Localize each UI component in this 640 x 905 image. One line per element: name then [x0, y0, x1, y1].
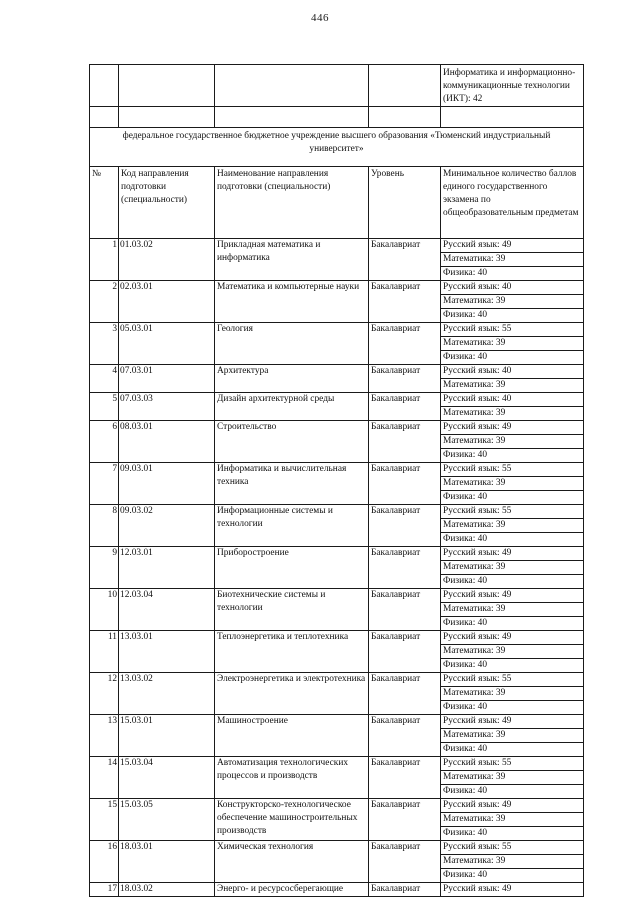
- row-name: Энерго- и ресурсосберегающие: [215, 883, 369, 897]
- row-number: 5: [90, 393, 119, 421]
- row-subject-score: Русский язык: 49: [441, 239, 584, 253]
- gap-row: [90, 107, 584, 128]
- empty-cell: [90, 107, 119, 128]
- row-subject-score: Русский язык: 49: [441, 547, 584, 561]
- row-subject-score: Физика: 40: [441, 869, 584, 883]
- row-level: Бакалавриат: [369, 323, 441, 365]
- row-code: 08.03.01: [119, 421, 215, 463]
- row-subject-score: Физика: 40: [441, 449, 584, 463]
- row-subject-score: Физика: 40: [441, 267, 584, 281]
- table-row: [90, 393, 584, 407]
- row-number: 9: [90, 547, 119, 589]
- table-row: [90, 799, 584, 813]
- row-subject-score: Русский язык: 40: [441, 365, 584, 379]
- table-row: [90, 365, 584, 379]
- row-subject-score: Математика: 39: [441, 407, 584, 421]
- empty-cell: [369, 107, 441, 128]
- table-row: [90, 281, 584, 295]
- continuation-row: [90, 65, 584, 107]
- row-level: Бакалавриат: [369, 393, 441, 421]
- row-number: 7: [90, 463, 119, 505]
- row-subject-score: Физика: 40: [441, 701, 584, 715]
- row-name: Прикладная математика и информатика: [215, 239, 369, 281]
- row-number: 8: [90, 505, 119, 547]
- row-subject-score: Русский язык: 55: [441, 841, 584, 855]
- row-name: Строительство: [215, 421, 369, 463]
- row-subject-score: Математика: 39: [441, 337, 584, 351]
- table-row: [90, 715, 584, 729]
- row-code: 15.03.04: [119, 757, 215, 799]
- row-level: Бакалавриат: [369, 841, 441, 883]
- row-subject-score: Русский язык: 55: [441, 505, 584, 519]
- row-code: 15.03.05: [119, 799, 215, 841]
- row-subject-score: Русский язык: 49: [441, 883, 584, 897]
- row-name: Конструкторско-технологическое обеспечение машиностроительных производств: [215, 799, 369, 841]
- empty-cell: [90, 65, 119, 107]
- empty-cell: [119, 107, 215, 128]
- row-name: Информационные системы и технологии: [215, 505, 369, 547]
- row-subject-score: Математика: 39: [441, 477, 584, 491]
- row-subject-score: Математика: 39: [441, 561, 584, 575]
- row-name: Дизайн архитектурной среды: [215, 393, 369, 421]
- row-level: Бакалавриат: [369, 365, 441, 393]
- table-row: [90, 323, 584, 337]
- row-number: 11: [90, 631, 119, 673]
- row-level: Бакалавриат: [369, 463, 441, 505]
- row-subject-score: Математика: 39: [441, 519, 584, 533]
- row-code: 07.03.03: [119, 393, 215, 421]
- row-code: 01.03.02: [119, 239, 215, 281]
- row-level: Бакалавриат: [369, 547, 441, 589]
- row-subject-score: Русский язык: 49: [441, 631, 584, 645]
- row-subject-score: Математика: 39: [441, 771, 584, 785]
- row-subject-score: Русский язык: 55: [441, 673, 584, 687]
- row-subject-score: Физика: 40: [441, 827, 584, 841]
- row-subject-score: Русский язык: 49: [441, 799, 584, 813]
- row-subject-score: Математика: 39: [441, 687, 584, 701]
- table-row: [90, 589, 584, 603]
- table-row: [90, 463, 584, 477]
- table-row: [90, 673, 584, 687]
- row-subject-score: Физика: 40: [441, 491, 584, 505]
- row-subject-score: Русский язык: 49: [441, 715, 584, 729]
- row-level: Бакалавриат: [369, 799, 441, 841]
- row-subject-score: Русский язык: 55: [441, 323, 584, 337]
- row-level: Бакалавриат: [369, 281, 441, 323]
- organization-row: [90, 128, 584, 167]
- row-subject-score: Русский язык: 55: [441, 463, 584, 477]
- table-row: [90, 239, 584, 253]
- row-subject-score: Физика: 40: [441, 785, 584, 799]
- row-subject-score: Русский язык: 40: [441, 281, 584, 295]
- row-code: 05.03.01: [119, 323, 215, 365]
- row-number: 4: [90, 365, 119, 393]
- row-code: 12.03.01: [119, 547, 215, 589]
- row-level: Бакалавриат: [369, 589, 441, 631]
- row-number: 15: [90, 799, 119, 841]
- row-subject-score: Русский язык: 49: [441, 421, 584, 435]
- row-name: Автоматизация технологических процессов и производств: [215, 757, 369, 799]
- subject-cell: Информатика и информационно-коммуникационные технологии (ИКТ): 42: [441, 65, 584, 107]
- row-name: Биотехнические системы и технологии: [215, 589, 369, 631]
- row-number: 12: [90, 673, 119, 715]
- header-level: Уровень: [369, 167, 441, 239]
- table-row: [90, 883, 584, 897]
- row-name: Геология: [215, 323, 369, 365]
- row-name: Математика и компьютерные науки: [215, 281, 369, 323]
- table-row: [90, 547, 584, 561]
- row-subject-score: Физика: 40: [441, 743, 584, 757]
- empty-cell: [215, 107, 369, 128]
- row-number: 14: [90, 757, 119, 799]
- row-subject-score: Математика: 39: [441, 855, 584, 869]
- row-number: 10: [90, 589, 119, 631]
- row-subject-score: Русский язык: 40: [441, 393, 584, 407]
- page-number: 446: [311, 12, 329, 24]
- row-subject-score: Математика: 39: [441, 813, 584, 827]
- empty-cell: [441, 107, 584, 128]
- row-code: 02.03.01: [119, 281, 215, 323]
- row-subject-score: Физика: 40: [441, 309, 584, 323]
- row-number: 6: [90, 421, 119, 463]
- empty-cell: [215, 65, 369, 107]
- table-body: [90, 65, 584, 897]
- row-number: 3: [90, 323, 119, 365]
- row-code: 18.03.01: [119, 841, 215, 883]
- row-subject-score: Математика: 39: [441, 253, 584, 267]
- row-code: 18.03.02: [119, 883, 215, 897]
- header-num: №: [90, 167, 119, 239]
- row-level: Бакалавриат: [369, 239, 441, 281]
- row-name: Химическая технология: [215, 841, 369, 883]
- row-name: Архитектура: [215, 365, 369, 393]
- organization-name: федеральное государственное бюджетное учреждение высшего образования «Тюменский индустриальный университет»: [90, 128, 584, 167]
- row-code: 12.03.04: [119, 589, 215, 631]
- table-row: [90, 631, 584, 645]
- row-subject-score: Математика: 39: [441, 729, 584, 743]
- row-subject-score: Физика: 40: [441, 659, 584, 673]
- row-name: Машиностроение: [215, 715, 369, 757]
- empty-cell: [369, 65, 441, 107]
- table-row: [90, 841, 584, 855]
- row-subject-score: Математика: 39: [441, 295, 584, 309]
- row-subject-score: Физика: 40: [441, 575, 584, 589]
- row-subject-score: Физика: 40: [441, 617, 584, 631]
- row-subject-score: Физика: 40: [441, 533, 584, 547]
- table-row: [90, 421, 584, 435]
- row-name: Теплоэнергетика и теплотехника: [215, 631, 369, 673]
- row-level: Бакалавриат: [369, 757, 441, 799]
- row-name: Информатика и вычислительная техника: [215, 463, 369, 505]
- row-code: 13.03.02: [119, 673, 215, 715]
- header-name: Наименование направления подготовки (специальности): [215, 167, 369, 239]
- table-header-row: [90, 167, 584, 239]
- row-number: 2: [90, 281, 119, 323]
- row-name: Электроэнергетика и электротехника: [215, 673, 369, 715]
- header-code: Код направления подготовки (специальности): [119, 167, 215, 239]
- row-number: 1: [90, 239, 119, 281]
- row-subject-score: Математика: 39: [441, 379, 584, 393]
- table-row: [90, 505, 584, 519]
- table-row: [90, 757, 584, 771]
- row-level: Бакалавриат: [369, 883, 441, 897]
- row-number: 17: [90, 883, 119, 897]
- row-code: 09.03.01: [119, 463, 215, 505]
- row-level: Бакалавриат: [369, 673, 441, 715]
- row-level: Бакалавриат: [369, 505, 441, 547]
- row-number: 13: [90, 715, 119, 757]
- row-number: 16: [90, 841, 119, 883]
- row-code: 09.03.02: [119, 505, 215, 547]
- header-min-score: Минимальное количество баллов единого государственного экзамена по общеобразовательным предметам: [441, 167, 584, 239]
- row-subject-score: Русский язык: 49: [441, 589, 584, 603]
- row-code: 13.03.01: [119, 631, 215, 673]
- row-subject-score: Математика: 39: [441, 645, 584, 659]
- row-level: Бакалавриат: [369, 421, 441, 463]
- row-subject-score: Физика: 40: [441, 351, 584, 365]
- admission-scores-table: [89, 64, 584, 897]
- row-level: Бакалавриат: [369, 715, 441, 757]
- row-code: 07.03.01: [119, 365, 215, 393]
- empty-cell: [119, 65, 215, 107]
- row-subject-score: Русский язык: 55: [441, 757, 584, 771]
- row-code: 15.03.01: [119, 715, 215, 757]
- row-subject-score: Математика: 39: [441, 435, 584, 449]
- row-subject-score: Математика: 39: [441, 603, 584, 617]
- row-name: Приборостроение: [215, 547, 369, 589]
- row-level: Бакалавриат: [369, 631, 441, 673]
